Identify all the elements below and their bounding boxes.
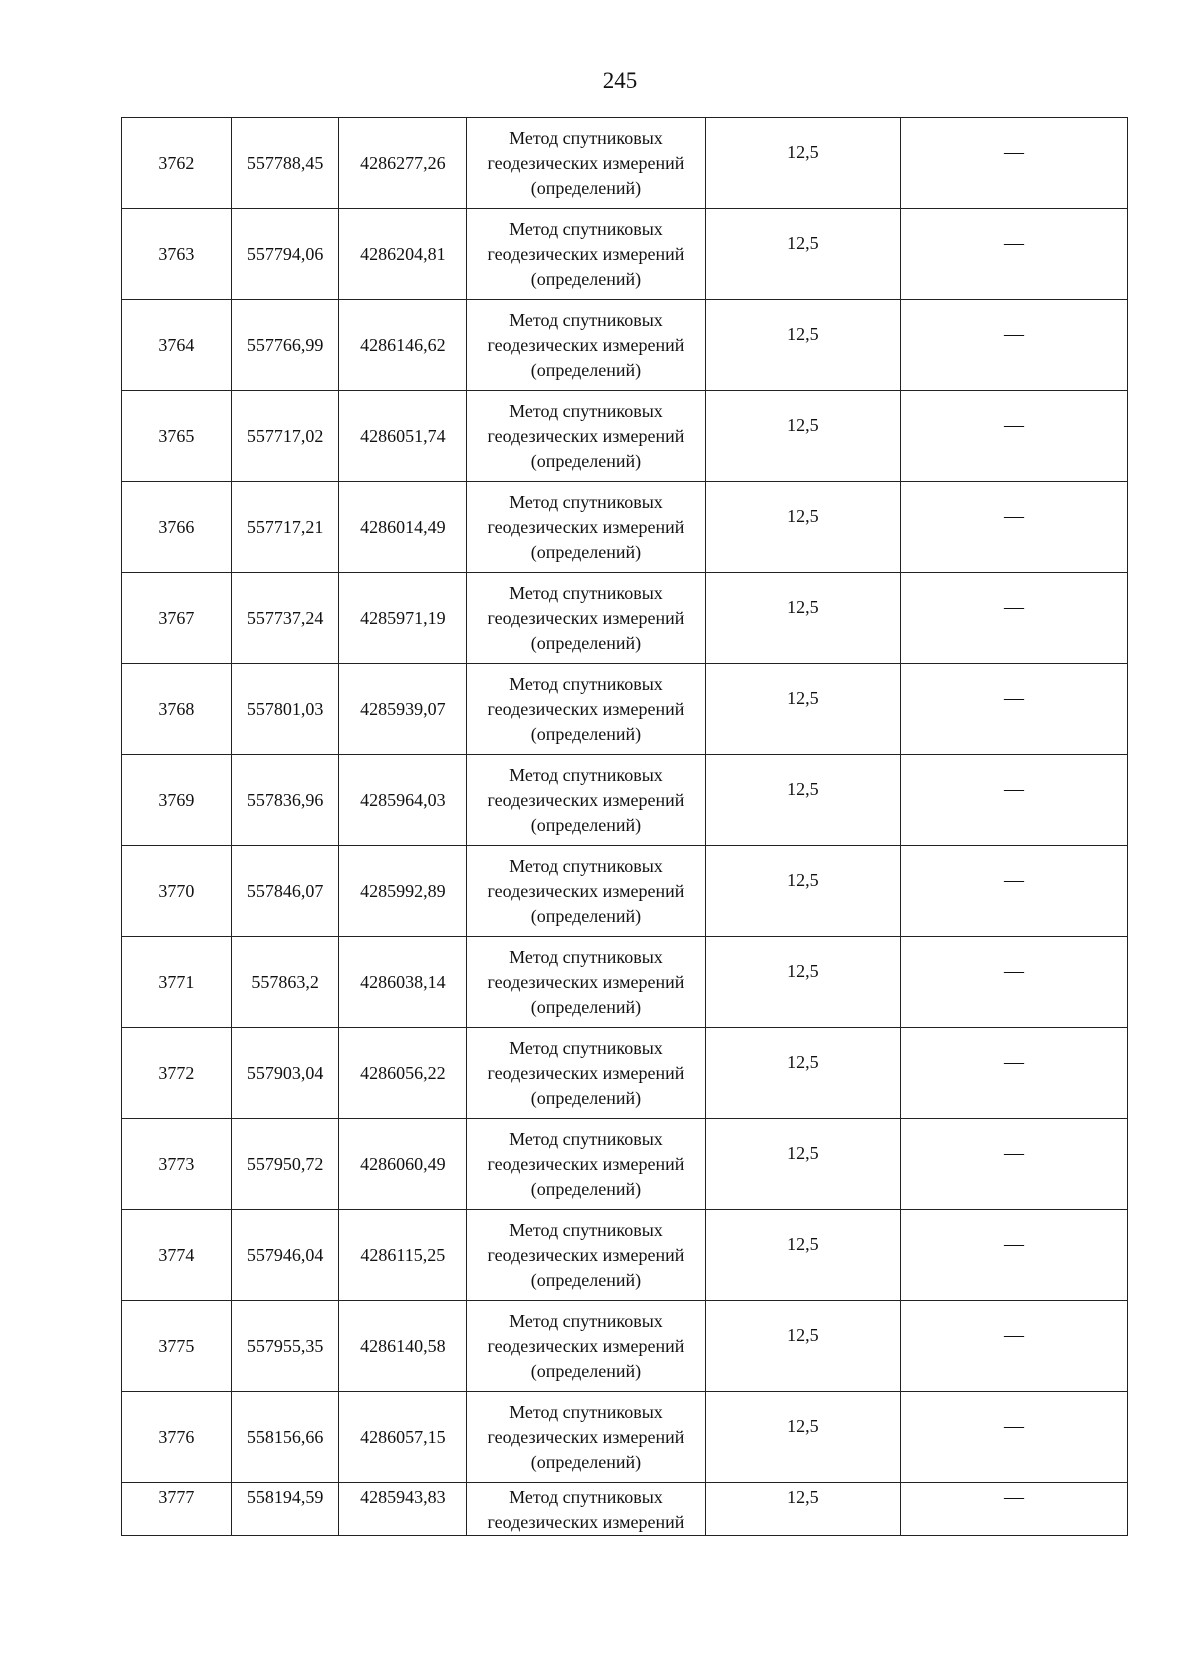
method-line: (определений) xyxy=(530,814,642,835)
method-line: (определений) xyxy=(530,1360,642,1381)
point-number-cell: 3775 xyxy=(122,1301,232,1392)
method-cell xyxy=(467,1301,706,1392)
note-cell xyxy=(901,1301,1128,1392)
accuracy-cell-value: 12,5 xyxy=(787,1324,819,1345)
y-coordinate-cell: 4285939,07 xyxy=(339,664,467,755)
y-coordinate-cell: 4285971,19 xyxy=(339,573,467,664)
x-coordinate-cell: 557737,24 xyxy=(231,573,339,664)
point-number-cell: 3763 xyxy=(122,209,232,300)
table-row xyxy=(122,118,1128,209)
point-number-cell: 3766 xyxy=(122,482,232,573)
method-line: геодезических измерений xyxy=(487,516,685,537)
note-cell xyxy=(901,1028,1128,1119)
method-cell xyxy=(467,209,706,300)
accuracy-cell xyxy=(705,300,900,391)
method-cell xyxy=(467,1392,706,1483)
accuracy-cell xyxy=(705,1119,900,1210)
y-coordinate-cell: 4286115,25 xyxy=(339,1210,467,1301)
x-coordinate-cell: 557955,35 xyxy=(231,1301,339,1392)
method-line: геодезических измерений xyxy=(487,334,685,355)
table-row xyxy=(122,1483,1128,1536)
point-number-cell: 3772 xyxy=(122,1028,232,1119)
x-coordinate-cell: 557863,2 xyxy=(231,937,339,1028)
method-line: Метод спутниковых xyxy=(509,1487,663,1507)
note-cell-value: — xyxy=(1004,777,1024,800)
method-line: геодезических измерений xyxy=(487,1426,685,1447)
accuracy-cell-value: 12,5 xyxy=(787,1051,819,1072)
method-cell xyxy=(467,755,706,846)
note-cell xyxy=(901,1119,1128,1210)
y-coordinate-cell: 4286038,14 xyxy=(339,937,467,1028)
table-row xyxy=(122,573,1128,664)
note-cell xyxy=(901,300,1128,391)
method-line: (определений) xyxy=(530,541,642,562)
x-coordinate-cell: 557836,96 xyxy=(231,755,339,846)
accuracy-cell xyxy=(705,664,900,755)
y-coordinate-cell: 4286051,74 xyxy=(339,391,467,482)
accuracy-cell xyxy=(705,1392,900,1483)
accuracy-cell-value: 12,5 xyxy=(787,596,819,617)
note-cell-value: — xyxy=(1004,1486,1024,1508)
note-cell xyxy=(901,846,1128,937)
point-number-cell: 3765 xyxy=(122,391,232,482)
coordinates-table xyxy=(121,117,1128,1536)
method-line: (определений) xyxy=(530,1087,642,1108)
accuracy-cell xyxy=(705,1210,900,1301)
page-number: 245 xyxy=(602,68,638,93)
point-number-cell: 3762 xyxy=(122,118,232,209)
table-row xyxy=(122,664,1128,755)
point-number-cell: 3771 xyxy=(122,937,232,1028)
method-cell xyxy=(467,482,706,573)
note-cell-value: — xyxy=(1004,140,1024,163)
method-line: геодезических измерений xyxy=(487,1062,685,1083)
table-row xyxy=(122,1210,1128,1301)
note-cell-value: — xyxy=(1004,231,1024,254)
point-number-cell: 3773 xyxy=(122,1119,232,1210)
method-line: Метод спутниковых xyxy=(509,218,663,239)
point-number-cell: 3769 xyxy=(122,755,232,846)
method-cell xyxy=(467,118,706,209)
note-cell xyxy=(901,937,1128,1028)
table-row xyxy=(122,391,1128,482)
y-coordinate-cell: 4286146,62 xyxy=(339,300,467,391)
note-cell xyxy=(901,1392,1128,1483)
method-line: Метод спутниковых xyxy=(509,673,663,694)
point-number-cell: 3770 xyxy=(122,846,232,937)
method-line: геодезических измерений xyxy=(487,1153,685,1174)
x-coordinate-cell: 557766,99 xyxy=(231,300,339,391)
method-line: (определений) xyxy=(530,996,642,1017)
point-number-cell: 3777 xyxy=(122,1483,232,1536)
note-cell xyxy=(901,755,1128,846)
table-row xyxy=(122,937,1128,1028)
x-coordinate-cell: 557717,21 xyxy=(231,482,339,573)
x-coordinate-cell: 557717,02 xyxy=(231,391,339,482)
table-body xyxy=(122,118,1128,1536)
note-cell xyxy=(901,1210,1128,1301)
method-line: Метод спутниковых xyxy=(509,400,663,421)
accuracy-cell xyxy=(705,1301,900,1392)
x-coordinate-cell: 558156,66 xyxy=(231,1392,339,1483)
y-coordinate-cell: 4286140,58 xyxy=(339,1301,467,1392)
point-number-cell: 3767 xyxy=(122,573,232,664)
method-line: (определений) xyxy=(530,1451,642,1472)
method-line: Метод спутниковых xyxy=(509,582,663,603)
accuracy-cell-value: 12,5 xyxy=(787,1233,819,1254)
method-cell xyxy=(467,937,706,1028)
method-line: геодезических измерений xyxy=(487,880,685,901)
accuracy-cell xyxy=(705,846,900,937)
table-row xyxy=(122,300,1128,391)
y-coordinate-cell: 4285964,03 xyxy=(339,755,467,846)
accuracy-cell xyxy=(705,755,900,846)
note-cell-value: — xyxy=(1004,959,1024,982)
method-line: геодезических измерений xyxy=(487,1512,685,1532)
method-cell xyxy=(467,1119,706,1210)
method-line: геодезических измерений xyxy=(487,789,685,810)
accuracy-cell-value: 12,5 xyxy=(787,505,819,526)
note-cell xyxy=(901,1483,1128,1536)
point-number-cell: 3774 xyxy=(122,1210,232,1301)
method-line: геодезических измерений xyxy=(487,243,685,264)
accuracy-cell xyxy=(705,391,900,482)
method-line: геодезических измерений xyxy=(487,425,685,446)
table-row xyxy=(122,482,1128,573)
note-cell xyxy=(901,664,1128,755)
accuracy-cell-value: 12,5 xyxy=(787,323,819,344)
note-cell-value: — xyxy=(1004,1232,1024,1255)
method-cell xyxy=(467,1210,706,1301)
accuracy-cell-value: 12,5 xyxy=(787,1142,819,1163)
accuracy-cell-value: 12,5 xyxy=(787,141,819,162)
accuracy-cell xyxy=(705,937,900,1028)
y-coordinate-cell: 4285992,89 xyxy=(339,846,467,937)
note-cell xyxy=(901,118,1128,209)
note-cell-value: — xyxy=(1004,322,1024,345)
method-line: геодезических измерений xyxy=(487,698,685,719)
method-line: геодезических измерений xyxy=(487,607,685,628)
method-line: Метод спутниковых xyxy=(509,764,663,785)
y-coordinate-cell: 4286277,26 xyxy=(339,118,467,209)
y-coordinate-cell: 4285943,83 xyxy=(339,1483,467,1536)
note-cell-value: — xyxy=(1004,1323,1024,1346)
y-coordinate-cell: 4286204,81 xyxy=(339,209,467,300)
method-line: геодезических измерений xyxy=(487,1335,685,1356)
y-coordinate-cell: 4286057,15 xyxy=(339,1392,467,1483)
x-coordinate-cell: 558194,59 xyxy=(231,1483,339,1536)
method-line: (определений) xyxy=(530,177,642,198)
method-cell xyxy=(467,846,706,937)
note-cell-value: — xyxy=(1004,504,1024,527)
method-line: (определений) xyxy=(530,1269,642,1290)
point-number-cell: 3768 xyxy=(122,664,232,755)
table-row xyxy=(122,1392,1128,1483)
accuracy-cell xyxy=(705,573,900,664)
note-cell xyxy=(901,573,1128,664)
method-line: (определений) xyxy=(530,1178,642,1199)
table-row xyxy=(122,755,1128,846)
accuracy-cell-value: 12,5 xyxy=(787,1487,819,1507)
x-coordinate-cell: 557801,03 xyxy=(231,664,339,755)
accuracy-cell xyxy=(705,118,900,209)
method-cell xyxy=(467,664,706,755)
note-cell-value: — xyxy=(1004,686,1024,709)
accuracy-cell-value: 12,5 xyxy=(787,414,819,435)
accuracy-cell-value: 12,5 xyxy=(787,687,819,708)
table-row xyxy=(122,209,1128,300)
note-cell-value: — xyxy=(1004,1414,1024,1437)
accuracy-cell-value: 12,5 xyxy=(787,869,819,890)
note-cell-value: — xyxy=(1004,595,1024,618)
method-cell xyxy=(467,391,706,482)
method-line: Метод спутниковых xyxy=(509,1310,663,1331)
method-line: Метод спутниковых xyxy=(509,491,663,512)
method-cell xyxy=(467,1028,706,1119)
x-coordinate-cell: 557903,04 xyxy=(231,1028,339,1119)
x-coordinate-cell: 557946,04 xyxy=(231,1210,339,1301)
note-cell-value: — xyxy=(1004,413,1024,436)
method-line: Метод спутниковых xyxy=(509,1219,663,1240)
x-coordinate-cell: 557950,72 xyxy=(231,1119,339,1210)
accuracy-cell-value: 12,5 xyxy=(787,232,819,253)
method-line: Метод спутниковых xyxy=(509,127,663,148)
y-coordinate-cell: 4286056,22 xyxy=(339,1028,467,1119)
x-coordinate-cell: 557794,06 xyxy=(231,209,339,300)
method-line: Метод спутниковых xyxy=(509,1037,663,1058)
note-cell-value: — xyxy=(1004,868,1024,891)
point-number-cell: 3764 xyxy=(122,300,232,391)
accuracy-cell xyxy=(705,482,900,573)
method-line: геодезических измерений xyxy=(487,971,685,992)
accuracy-cell xyxy=(705,1483,900,1536)
method-line: (определений) xyxy=(530,723,642,744)
method-line: Метод спутниковых xyxy=(509,946,663,967)
table-row xyxy=(122,1028,1128,1119)
method-line: (определений) xyxy=(530,905,642,926)
note-cell-value: — xyxy=(1004,1050,1024,1073)
method-cell xyxy=(467,573,706,664)
method-line: геодезических измерений xyxy=(487,1244,685,1265)
note-cell xyxy=(901,391,1128,482)
table-row xyxy=(122,1119,1128,1210)
accuracy-cell xyxy=(705,1028,900,1119)
method-line: (определений) xyxy=(530,632,642,653)
method-line: Метод спутниковых xyxy=(509,1128,663,1149)
method-cell xyxy=(467,1483,706,1536)
y-coordinate-cell: 4286014,49 xyxy=(339,482,467,573)
method-line: (определений) xyxy=(530,359,642,380)
note-cell-value: — xyxy=(1004,1141,1024,1164)
method-line: Метод спутниковых xyxy=(509,855,663,876)
point-number-cell: 3776 xyxy=(122,1392,232,1483)
y-coordinate-cell: 4286060,49 xyxy=(339,1119,467,1210)
method-line: геодезических измерений xyxy=(487,152,685,173)
note-cell xyxy=(901,482,1128,573)
method-line: Метод спутниковых xyxy=(509,1401,663,1422)
accuracy-cell-value: 12,5 xyxy=(787,1415,819,1436)
note-cell xyxy=(901,209,1128,300)
table-row xyxy=(122,1301,1128,1392)
x-coordinate-cell: 557846,07 xyxy=(231,846,339,937)
method-cell xyxy=(467,300,706,391)
x-coordinate-cell: 557788,45 xyxy=(231,118,339,209)
accuracy-cell xyxy=(705,209,900,300)
table-row xyxy=(122,846,1128,937)
method-line: Метод спутниковых xyxy=(509,309,663,330)
accuracy-cell-value: 12,5 xyxy=(787,960,819,981)
accuracy-cell-value: 12,5 xyxy=(787,778,819,799)
method-line: (определений) xyxy=(530,268,642,289)
method-line: (определений) xyxy=(530,450,642,471)
